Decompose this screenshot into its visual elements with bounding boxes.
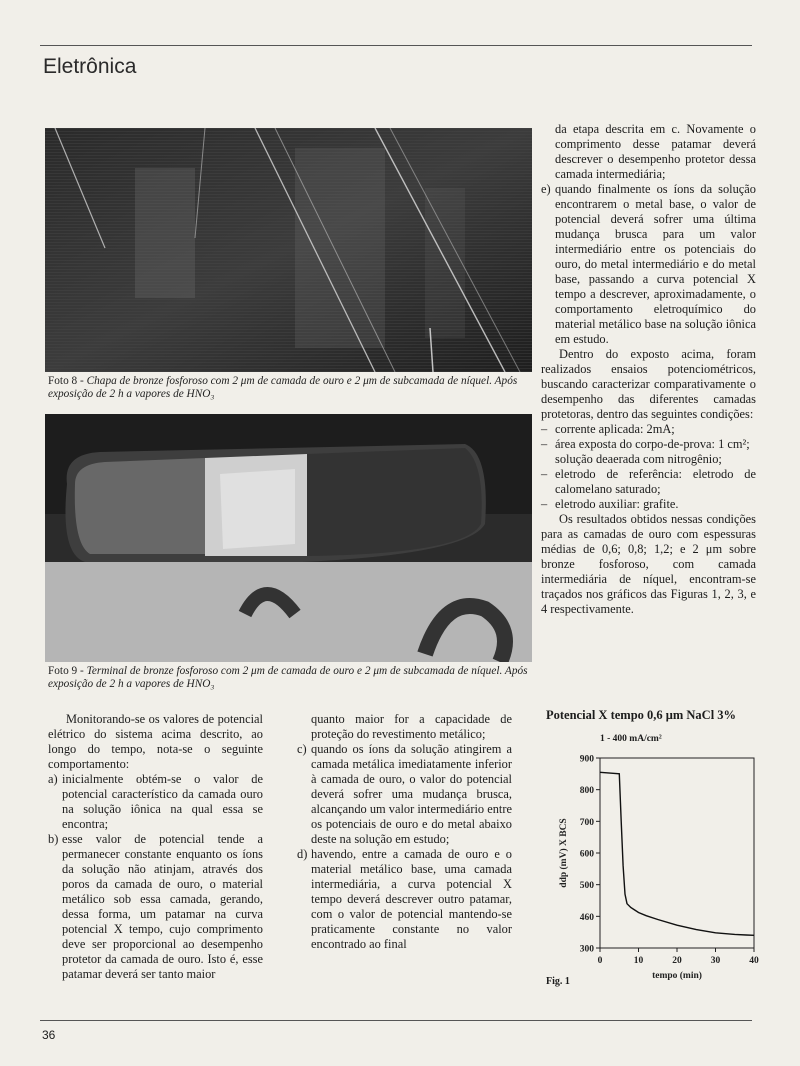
condition-1: – corrente aplicada: 2mA; <box>541 422 675 436</box>
photo-8-label: Foto 8 - <box>48 375 84 387</box>
photo-9 <box>45 414 532 662</box>
chart-subtitle: 1 - 400 mA/cm² <box>600 734 662 744</box>
photo-8 <box>45 128 532 372</box>
list-item-c: c) quando os íons da solução atingirem a camada metálica imediatamente inferior à camada de ouro, o valor do potencial deverá sofrer uma mudança brusca, alcançando um valor intermediário entre os potenciais de ouro e do metal abaixo deste na solução em estudo; <box>297 742 512 846</box>
list-item-d: d) havendo, entre a camada de ouro e o material metálico base, uma camada intermediária, a curva potencial X tempo deverá descrever outro patamar, com o valor de potencial mantendo-se praticamente constante no valor encontrado ao final <box>297 847 512 951</box>
x-tick-label: 10 <box>633 956 644 966</box>
y-axis-label: ddp (mV) X BCS <box>559 818 569 888</box>
left-column <box>48 712 263 982</box>
x-tick-label: 40 <box>749 956 759 966</box>
condition-2: – área exposta do corpo-de-prova: 1 cm²; <box>541 437 750 451</box>
photo-9-label: Foto 9 - <box>48 665 84 677</box>
x-tick-label: 20 <box>672 956 682 966</box>
potential-time-chart <box>540 748 762 986</box>
x-axis-label: tempo (min) <box>652 971 702 981</box>
x-tick-label: 0 <box>597 956 603 966</box>
middle-column-continuation: quanto maior for a capacidade de proteção do revestimento metálico; <box>311 712 512 741</box>
right-column <box>541 122 756 617</box>
y-tick-label: 900 <box>579 754 594 765</box>
photo-9-caption-text: Terminal de bronze fosforoso com 2 μm de camada de ouro e 2 μm de subcamada de níquel. Após exposição de 2 h a vapores de HNO₃ <box>48 665 528 690</box>
condition-4: – eletrodo auxiliar: grafite. <box>541 497 679 511</box>
y-tick-label: 700 <box>579 817 594 828</box>
y-tick-label: 600 <box>579 849 594 860</box>
condition-3: – eletrodo de referência: eletrodo de calomelano saturado; <box>541 467 756 496</box>
photo-9-image <box>45 414 532 662</box>
right-column-paragraph-1: Dentro do exposto acima, foram realizados ensaios potenciométricos, buscando caracterizar comparativamente o desempenho das diferentes camadas protetoras, dentro das seguintes condições: <box>541 347 756 421</box>
photo-8-image <box>45 128 532 372</box>
y-tick-label: 500 <box>579 881 594 892</box>
list-item-a: a) inicialmente obtém-se o valor de potencial característico da camada ouro na solução iônica na qual essa se encontra; <box>48 772 263 831</box>
right-column-paragraph-2: Os resultados obtidos nessas condições para as camadas de ouro com espessuras médias de 0,6; 0,8; 1,2; e 2 μm sobre bronze fosforoso, com camada intermediária de níquel, encontram-se traçados nos gráficos das Figuras 1, 2, 3, e 4 respectivamente. <box>541 512 756 616</box>
section-title: Eletrônica <box>43 55 137 78</box>
x-tick-label: 30 <box>710 956 721 966</box>
condition-2b: solução deaerada com nitrogênio; <box>555 452 722 466</box>
photo-8-caption-text: Chapa de bronze fosforoso com 2 μm de camada de ouro e 2 μm de subcamada de níquel. Após exposição de 2 h a vapores de HNO₃ <box>48 375 518 400</box>
photo-8-caption <box>48 375 528 401</box>
y-tick-label: 300 <box>579 944 594 955</box>
footer-rule <box>40 1020 752 1021</box>
left-column-intro: Monitorando-se os valores de potencial elétrico do sistema acima descrito, ao longo do tempo, nota-se o seguinte comportamento: <box>48 712 263 771</box>
middle-column <box>297 712 512 952</box>
figure-label: Fig. 1 <box>546 976 570 987</box>
y-tick-label: 460 <box>579 912 594 923</box>
list-item-b: b) esse valor de potencial tende a permanecer constante enquanto os íons da solução não atinjam, através dos poros da camada de ouro, o material metálico sob essa camada, gerando, dessa forma, um patamar na curva potencial X tempo, cujo comprimento deve ser proporcional ao desempenho protetor da camada de ouro. Isto é, esse patamar deverá ser tanto maior <box>48 832 263 981</box>
photo-9-caption <box>48 665 528 691</box>
y-tick-label: 800 <box>579 786 594 797</box>
chart-title: Potencial X tempo 0,6 μm NaCl 3% <box>546 708 737 722</box>
series-line-0 <box>600 772 754 935</box>
header-rule <box>40 45 752 46</box>
page-number: 36 <box>42 1028 56 1042</box>
list-item-e: e) quando finalmente os íons da solução encontrarem o metal base, o valor de potencial deverá sofrer uma última mudança brusca para um valor intermediário entre os potenciais do ouro, do metal intermediário e do metal base, passando a curva potencial X tempo a descrever, aproximadamente, o comportamento eletroquímico do material metálico base na solução iônica em estudo. <box>541 182 756 346</box>
right-column-continuation: da etapa descrita em c. Novamente o comprimento desse patamar deverá descrever o desempenho protetor dessa camada intermediária; <box>555 122 756 181</box>
